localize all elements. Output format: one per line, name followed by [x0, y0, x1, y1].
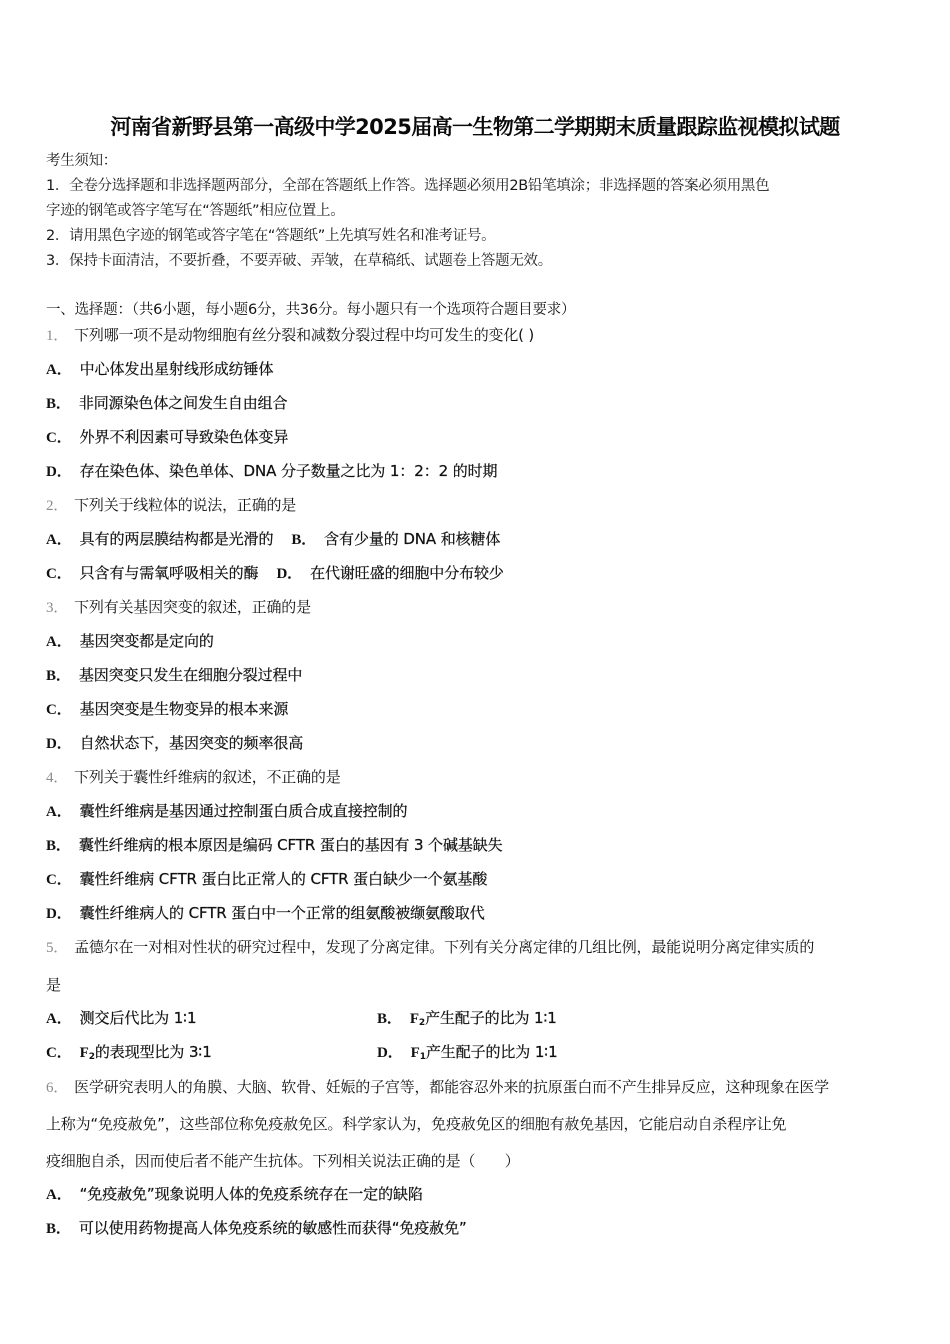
option-letter: C． [46, 702, 72, 718]
option-text: 存在染色体、染色单体、DNA 分子数量之比为 1：2：2 的时期 [79, 462, 498, 480]
question-5-option-c[interactable] [46, 1042, 212, 1067]
question-number: 2． [46, 498, 69, 514]
question-number: 4． [46, 770, 69, 786]
option-text: 自然状态下，基因突变的频率很高 [79, 734, 304, 752]
option-letter: B． [46, 1221, 71, 1237]
option-text: 基因突变只发生在细胞分裂过程中 [78, 666, 303, 684]
question-5-option-d[interactable] [377, 1042, 558, 1067]
question-3-option-c[interactable] [46, 699, 288, 720]
question-4-option-a[interactable] [46, 801, 407, 822]
question-3-stem [46, 597, 311, 618]
question-2-option-c[interactable] [46, 563, 258, 584]
question-5-option-a[interactable] [46, 1008, 196, 1029]
option-letter: C． [46, 430, 72, 446]
question-2-option-b[interactable] [291, 529, 500, 550]
question-3-option-a[interactable] [46, 631, 214, 652]
question-4-option-b[interactable] [46, 835, 503, 856]
option-text: 囊性纤维病的根本原因是编码 CFTR 蛋白的基因有 3 个碱基缺失 [78, 836, 503, 854]
option-subscript: 2 [418, 1018, 426, 1028]
option-text: “免疫赦免”现象说明人体的免疫系统存在一定的缺陷 [79, 1185, 423, 1203]
question-4-stem [46, 767, 341, 788]
question-number: 3． [46, 600, 69, 616]
question-5-stem-cont: 是 [46, 976, 61, 994]
option-text: 外界不利因素可导致染色体变异 [79, 428, 289, 446]
option-letter: D． [377, 1045, 403, 1061]
notice-heading: 考生须知： [46, 153, 117, 169]
option-text: 囊性纤维病是基因通过控制蛋白质合成直接控制的 [79, 802, 408, 820]
question-1-option-c[interactable] [46, 427, 288, 448]
question-2-option-a[interactable] [46, 529, 273, 550]
option-text: 产生配子的比为 1∶1 [425, 1043, 558, 1061]
option-letter: A． [46, 362, 72, 378]
notice-item-1-cont: 字迹的钢笔或答字笔写在“答题纸”相应位置上。 [46, 203, 345, 219]
option-text: 产生配子的比为 1∶1 [425, 1009, 557, 1027]
question-1-option-a[interactable] [46, 359, 273, 380]
option-letter: B． [291, 532, 317, 548]
option-text: 测交后代比为 1∶1 [79, 1009, 197, 1027]
section-heading: 一、选择题：（共6小题，每小题6分，共36分。每小题只有一个选项符合题目要求） [46, 302, 576, 318]
option-text: 只含有与需氧呼吸相关的酶 [79, 564, 259, 582]
question-2-option-d[interactable] [276, 563, 503, 584]
option-subscript: 2 [88, 1052, 95, 1062]
question-2-options-row-2 [46, 563, 504, 584]
option-text: 可以使用药物提高人体免疫系统的敏感性而获得“免疫赦免” [78, 1219, 467, 1237]
question-number: 5． [46, 940, 69, 956]
question-3-option-d[interactable] [46, 733, 303, 754]
option-text: 中心体发出星射线形成纺锤体 [79, 360, 274, 378]
option-symbol: F [410, 1045, 420, 1061]
option-text: 基因突变都是定向的 [79, 632, 214, 650]
question-text: 下列关于线粒体的说法，正确的是 [74, 496, 297, 514]
option-letter: C． [46, 566, 72, 582]
question-text: 医学研究表明人的角膜、大脑、软骨、妊娠的子宫等，都能容忍外来的抗原蛋白而不产生排异反应，这种现象在医学 [74, 1078, 829, 1096]
option-letter: B． [46, 396, 71, 412]
option-text: 在代谢旺盛的细胞中分布较少 [310, 564, 504, 582]
option-text: 囊性纤维病 CFTR 蛋白比正常人的 CFTR 蛋白缺少一个氨基酸 [79, 870, 488, 888]
question-6-stem-cont-1: 上称为“免疫赦免”，这些部位称免疫赦免区。科学家认为，免疫赦免区的细胞有赦免基因，它能启动自杀程序让免 [46, 1115, 787, 1133]
notice-item-2: 2．请用黑色字迹的钢笔或答字笔在“答题纸”上先填写姓名和准考证号。 [46, 228, 496, 244]
question-1-option-d[interactable] [46, 461, 497, 482]
question-text: 下列有关基因突变的叙述，正确的是 [74, 598, 311, 616]
question-6-option-a[interactable] [46, 1184, 423, 1205]
option-text: 具有的两层膜结构都是光滑的 [79, 530, 274, 548]
option-letter: A． [46, 1187, 72, 1203]
question-1-option-b[interactable] [46, 393, 287, 414]
question-3-option-b[interactable] [46, 665, 302, 686]
question-2-stem [46, 495, 296, 516]
option-symbol: F [79, 1045, 89, 1061]
question-5-option-b[interactable] [377, 1008, 557, 1033]
option-letter: A． [46, 1011, 72, 1027]
option-text: 基因突变是生物变异的根本来源 [79, 700, 289, 718]
question-text: 孟德尔在一对相对性状的研究过程中，发现了分离定律。下列有关分离定律的几组比例，最能说明分离定律实质的 [74, 938, 815, 956]
option-letter: D． [46, 906, 72, 922]
option-letter: C． [46, 1045, 72, 1061]
option-symbol: F [409, 1011, 419, 1027]
option-letter: A． [46, 804, 72, 820]
option-text: 含有少量的 DNA 和核糖体 [324, 530, 501, 548]
question-number: 1． [46, 328, 69, 344]
option-letter: B． [46, 838, 71, 854]
question-4-option-c[interactable] [46, 869, 487, 890]
question-1-stem [46, 325, 534, 346]
option-letter: D． [46, 736, 72, 752]
notice-item-1: 1．全卷分选择题和非选择题两部分，全部在答题纸上作答。选择题必须用2B铅笔填涂；非选择题的答案必须用黑色 [46, 178, 770, 194]
option-text: 的表现型比为 3∶1 [94, 1043, 212, 1061]
question-6-option-b[interactable] [46, 1218, 467, 1239]
option-letter: B． [46, 668, 71, 684]
option-letter: A． [46, 532, 72, 548]
option-letter: D． [276, 566, 303, 582]
option-letter: C． [46, 872, 72, 888]
question-number: 6． [46, 1080, 69, 1096]
question-2-options-row-1 [46, 529, 500, 550]
notice-item-3: 3．保持卡面清洁，不要折叠，不要弄破、弄皱，在草稿纸、试题卷上答题无效。 [46, 253, 552, 269]
question-5-stem [46, 937, 814, 958]
option-letter: D． [46, 464, 72, 480]
option-letter: A． [46, 634, 72, 650]
question-text: 下列哪一项不是动物细胞有丝分裂和减数分裂过程中均可发生的变化( ) [74, 326, 534, 344]
option-subscript: 1 [419, 1052, 426, 1062]
question-6-stem [46, 1077, 829, 1098]
question-6-stem-cont-2: 疫细胞自杀，因而使后者不能产生抗体。下列相关说法正确的是（ ） [46, 1152, 520, 1170]
option-text: 囊性纤维病人的 CFTR 蛋白中一个正常的组氨酸被缬氨酸取代 [79, 904, 485, 922]
option-text: 非同源染色体之间发生自由组合 [78, 394, 288, 412]
question-text: 下列关于囊性纤维病的叙述，不正确的是 [74, 768, 341, 786]
option-letter: B． [377, 1011, 402, 1027]
document-title: 河南省新野县第一高级中学2025届高一生物第二学期期末质量跟踪监视模拟试题 [110, 115, 840, 139]
question-4-option-d[interactable] [46, 903, 485, 924]
